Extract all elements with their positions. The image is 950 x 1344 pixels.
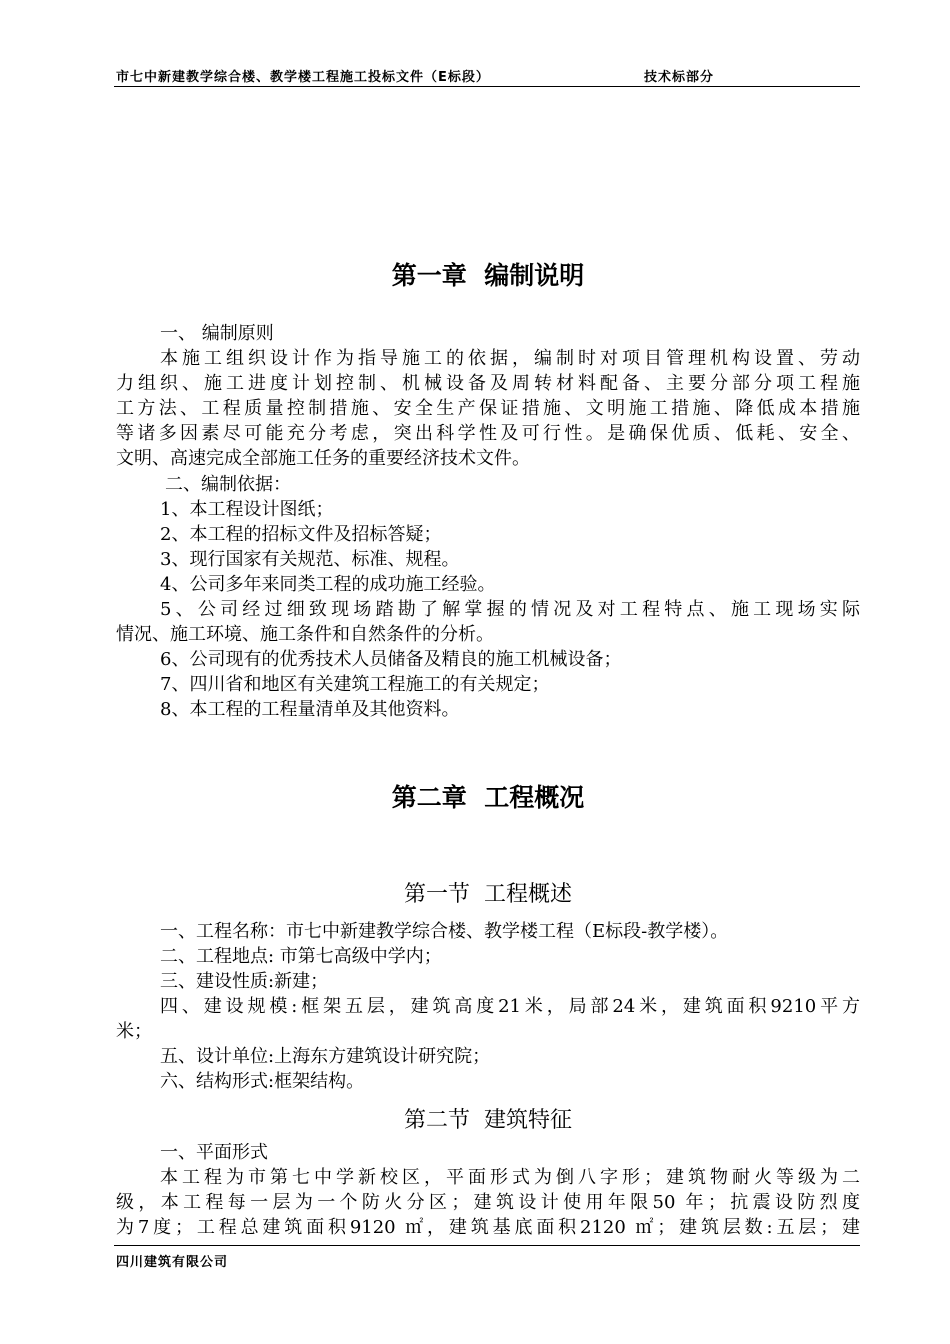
plan-line: 本工程为市第七中学新校区，平面形式为倒八字形；建筑物耐火等级为二	[160, 1167, 860, 1188]
section-2-title: 第二节 建筑特征	[404, 1108, 572, 1133]
overview-item: 米；	[116, 1021, 152, 1042]
principle-line: 本施工组织设计作为指导施工的依据，编制时对项目管理机构设置、劳动	[160, 348, 860, 369]
header-section-label: 技术标部分	[644, 70, 715, 85]
overview-item: 三、建设性质:新建；	[160, 971, 329, 992]
principle-line: 力组织、施工进度计划控制、机械设备及周转材料配备、主要分部分项工程施	[116, 373, 860, 394]
basis-item: 7、四川省和地区有关建筑工程施工的有关规定；	[160, 674, 550, 695]
basis-item: 4、公司多年来同类工程的成功施工经验。	[160, 574, 496, 595]
overview-item: 六、结构形式:框架结构。	[160, 1071, 365, 1092]
chapter-2-title: 第二章 工程概况	[391, 783, 585, 812]
basis-item: 3、现行国家有关规范、标准、规程。	[160, 549, 460, 570]
overview-item: 五、设计单位:上海东方建筑设计研究院；	[160, 1046, 491, 1067]
basis-item: 6、公司现有的优秀技术人员储备及精良的施工机械设备；	[160, 649, 622, 670]
basis-item: 情况、施工环境、施工条件和自然条件的分析。	[116, 624, 494, 645]
header-divider	[114, 86, 860, 87]
principle-heading: 一、 编制原则	[160, 323, 274, 344]
overview-item: 一、工程名称：市七中新建教学综合楼、教学楼工程（E标段-教学楼）。	[160, 921, 729, 942]
overview-item: 二、工程地点: 市第七高级中学内；	[160, 946, 442, 967]
section-1-title: 第一节 工程概述	[404, 882, 572, 907]
footer-divider	[114, 1245, 860, 1246]
principle-line: 等诸多因素尽可能充分考虑，突出科学性及可行性。是确保优质、低耗、安全、	[116, 423, 860, 444]
basis-item: 5、公司经过细致现场踏勘了解掌握的情况及对工程特点、施工现场实际	[160, 599, 860, 620]
footer-company: 四川建筑有限公司	[116, 1255, 229, 1270]
basis-heading: 二、编制依据：	[165, 474, 291, 495]
chapter-1-title: 第一章 编制说明	[391, 261, 585, 290]
plan-heading: 一、平面形式	[160, 1142, 268, 1163]
basis-item: 1、本工程设计图纸；	[160, 499, 334, 520]
overview-item: 四、建设规模:框架五层，建筑高度21米，局部24米，建筑面积9210平方	[160, 996, 860, 1017]
principle-line: 文明、高速完成全部施工任务的重要经济技术文件。	[116, 448, 530, 469]
header-title: 市七中新建教学综合楼、教学楼工程施工投标文件（E标段）	[116, 70, 490, 85]
plan-line: 级，本工程每一层为一个防火分区；建筑设计使用年限50 年；抗震设防烈度	[116, 1192, 860, 1213]
basis-item: 2、本工程的招标文件及招标答疑；	[160, 524, 442, 545]
principle-line: 工方法、工程质量控制措施、安全生产保证措施、文明施工措施、降低成本措施	[116, 398, 860, 419]
page-header	[116, 66, 860, 86]
plan-line: 为7度；工程总建筑面积9120 ㎡，建筑基底面积2120 ㎡；建筑层数:五层；建	[116, 1217, 860, 1238]
basis-item: 8、本工程的工程量清单及其他资料。	[160, 699, 460, 720]
